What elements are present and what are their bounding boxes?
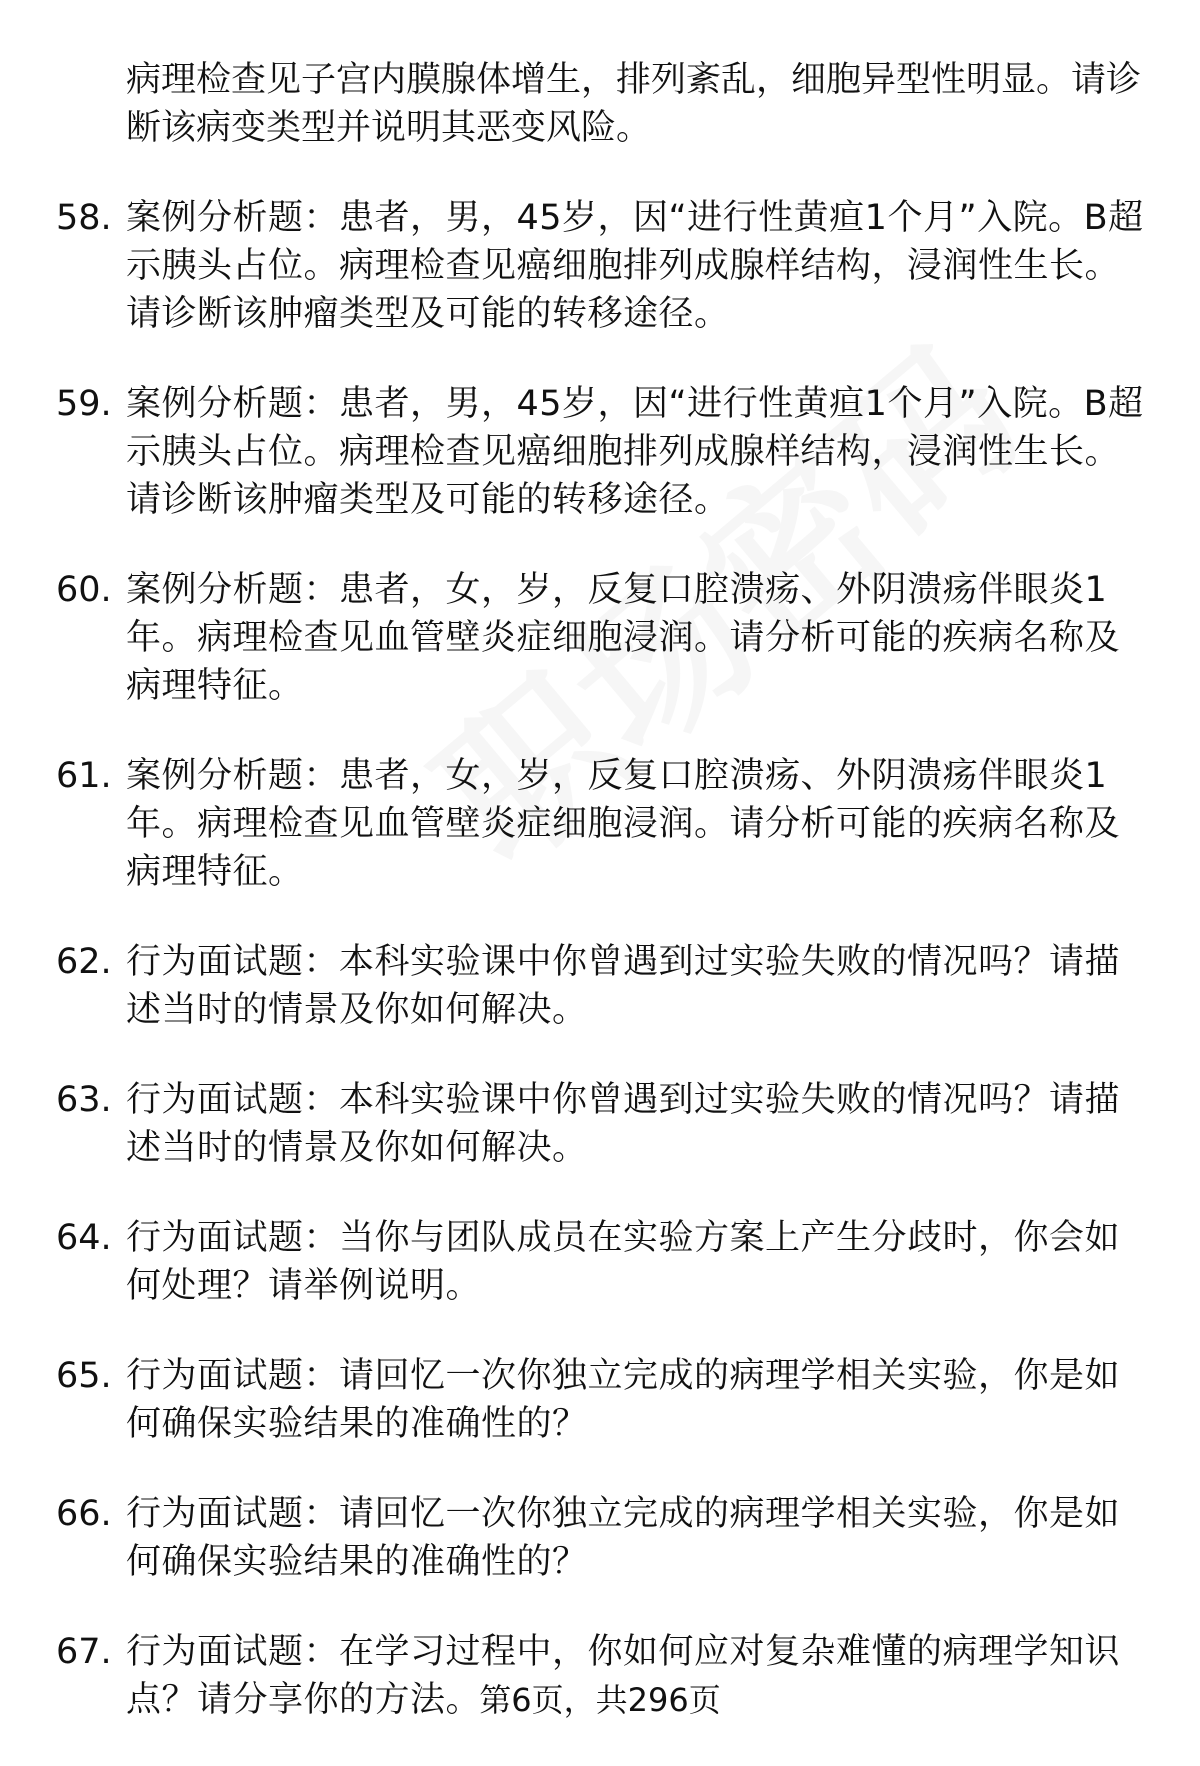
question-item	[56, 1352, 1146, 1448]
page-footer: 第6页，共296页	[479, 1681, 721, 1719]
question-text: 行为面试题：在学习过程中，你如何应对复杂难懂的病理学知识点？请分享你的方法。	[126, 1632, 1121, 1720]
question-item	[56, 194, 1146, 338]
question-list	[56, 56, 1146, 1766]
question-number: 64.	[56, 1218, 112, 1258]
question-text: 行为面试题：本科实验课中你曾遇到过实验失败的情况吗？请描述当时的情景及你如何解决。	[126, 942, 1121, 1030]
question-number: 62.	[56, 942, 112, 982]
question-item	[56, 380, 1146, 524]
question-number: 63.	[56, 1080, 112, 1120]
question-text: 行为面试题：请回忆一次你独立完成的病理学相关实验，你是如何确保实验结果的准确性的？	[126, 1356, 1121, 1444]
question-text: 案例分析题：患者，女，岁，反复口腔溃疡、外阴溃疡伴眼炎1年。病理检查见血管壁炎症细胞浸润。请分析可能的疾病名称及病理特征。	[126, 570, 1121, 706]
question-text: 行为面试题：本科实验课中你曾遇到过实验失败的情况吗？请描述当时的情景及你如何解决。	[126, 1080, 1121, 1168]
question-number: 65.	[56, 1356, 112, 1396]
question-item	[56, 566, 1146, 710]
question-item	[56, 938, 1146, 1034]
question-number: 61.	[56, 756, 112, 796]
question-text: 行为面试题：当你与团队成员在实验方案上产生分歧时，你会如何处理？请举例说明。	[126, 1218, 1121, 1306]
question-text: 案例分析题：患者，男，45岁，因“进行性黄疸1个月”入院。B超示胰头占位。病理检查见癌细胞排列成腺样结构，浸润性生长。请诊断该肿瘤类型及可能的转移途径。	[126, 384, 1144, 520]
question-number: 66.	[56, 1494, 112, 1534]
question-item	[56, 752, 1146, 896]
question-number: 60.	[56, 570, 112, 610]
question-item	[56, 1490, 1146, 1586]
question-number: 58.	[56, 198, 112, 238]
continuation-text: 病理检查见子宫内膜腺体增生，排列紊乱，细胞异型性明显。请诊断该病变类型并说明其恶变风险。	[126, 60, 1142, 148]
question-item	[56, 1076, 1146, 1172]
question-text: 案例分析题：患者，男，45岁，因“进行性黄疸1个月”入院。B超示胰头占位。病理检查见癌细胞排列成腺样结构，浸润性生长。请诊断该肿瘤类型及可能的转移途径。	[126, 198, 1144, 334]
question-number: 67.	[56, 1632, 112, 1672]
question-item	[56, 1214, 1146, 1310]
question-number: 59.	[56, 384, 112, 424]
question-text: 行为面试题：请回忆一次你独立完成的病理学相关实验，你是如何确保实验结果的准确性的？	[126, 1494, 1121, 1582]
question-text: 案例分析题：患者，女，岁，反复口腔溃疡、外阴溃疡伴眼炎1年。病理检查见血管壁炎症细胞浸润。请分析可能的疾病名称及病理特征。	[126, 756, 1121, 892]
